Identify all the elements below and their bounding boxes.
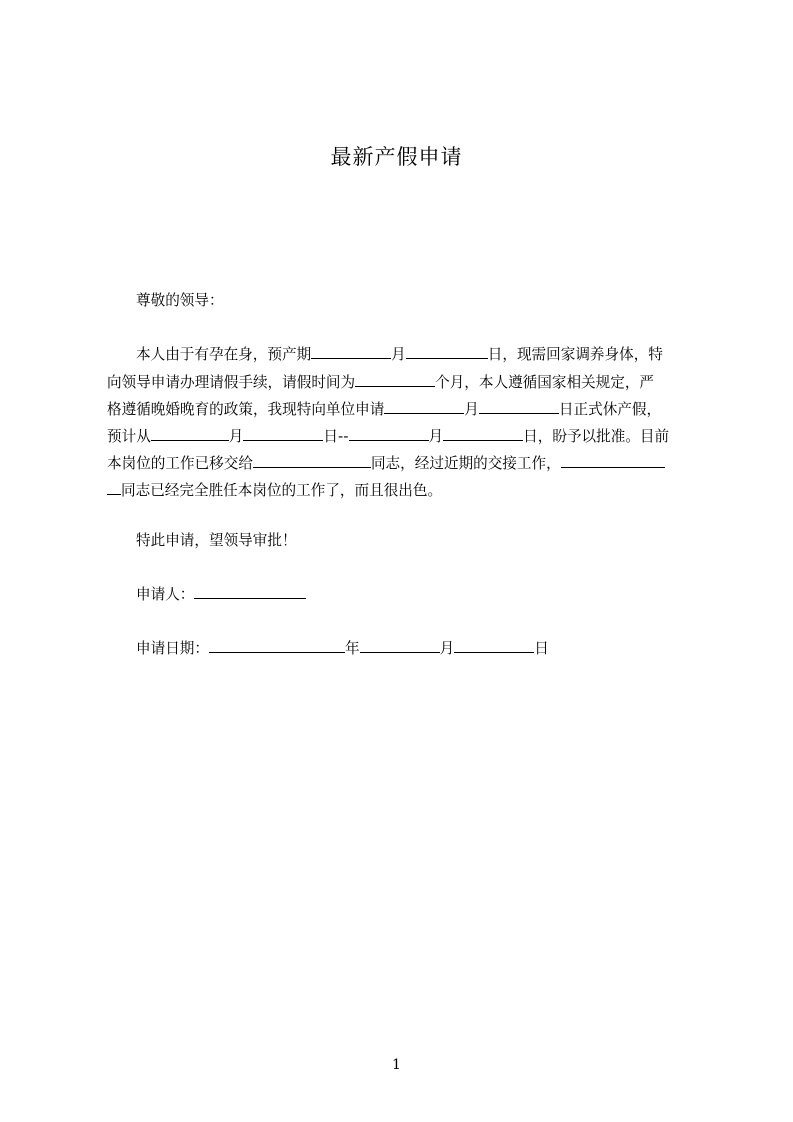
body-line-2: 向领导申请办理请假手续，请假时间为 个月，本人遵循国家相关规定，严 — [107, 374, 655, 391]
date-line: 申请日期： 年 月 日 — [136, 640, 549, 657]
salutation: 尊敬的领导： — [136, 292, 224, 309]
document-title: 最新产假申请 — [330, 145, 463, 169]
month-blank[interactable] — [360, 638, 440, 653]
to-day-blank[interactable] — [443, 426, 523, 441]
handover-colleague-blank[interactable] — [253, 453, 371, 468]
from-month-blank[interactable] — [151, 426, 229, 441]
to-month-blank[interactable] — [349, 426, 429, 441]
successor-colleague-blank-part2[interactable] — [107, 480, 121, 495]
closing-line: 特此申请，望领导审批！ — [136, 532, 297, 549]
start-day-blank[interactable] — [479, 399, 559, 414]
start-month-blank[interactable] — [384, 399, 464, 414]
body-line-1: 本人由于有孕在身，预产期 月 日，现需回家调养身体，特 — [136, 346, 663, 363]
body-line-4: 预计从 月 日-- 月 日，盼予以批准。目前 — [107, 428, 670, 445]
body-line-3: 格遵循晚婚晚育的政策，我现特向单位申请 月 日正式休产假， — [107, 401, 662, 418]
body-line-5: 本岗位的工作已移交给 同志，经过近期的交接工作， — [107, 453, 707, 474]
day-blank[interactable] — [454, 638, 534, 653]
due-day-blank[interactable] — [406, 344, 488, 359]
due-month-blank[interactable] — [311, 344, 391, 359]
body-line-6: 同志已经完全胜任本岗位的工作了，而且很出色。 — [107, 480, 707, 501]
page-number: 1 — [392, 1057, 401, 1073]
year-blank[interactable] — [209, 638, 345, 653]
applicant-line — [136, 584, 736, 605]
leave-months-blank[interactable] — [355, 372, 435, 387]
from-day-blank[interactable] — [243, 426, 323, 441]
applicant-name-blank[interactable] — [194, 584, 306, 599]
applicant-label: 申请人： — [136, 586, 195, 603]
date-label: 申请日期： — [136, 640, 209, 657]
successor-colleague-blank-part1[interactable] — [561, 453, 665, 468]
